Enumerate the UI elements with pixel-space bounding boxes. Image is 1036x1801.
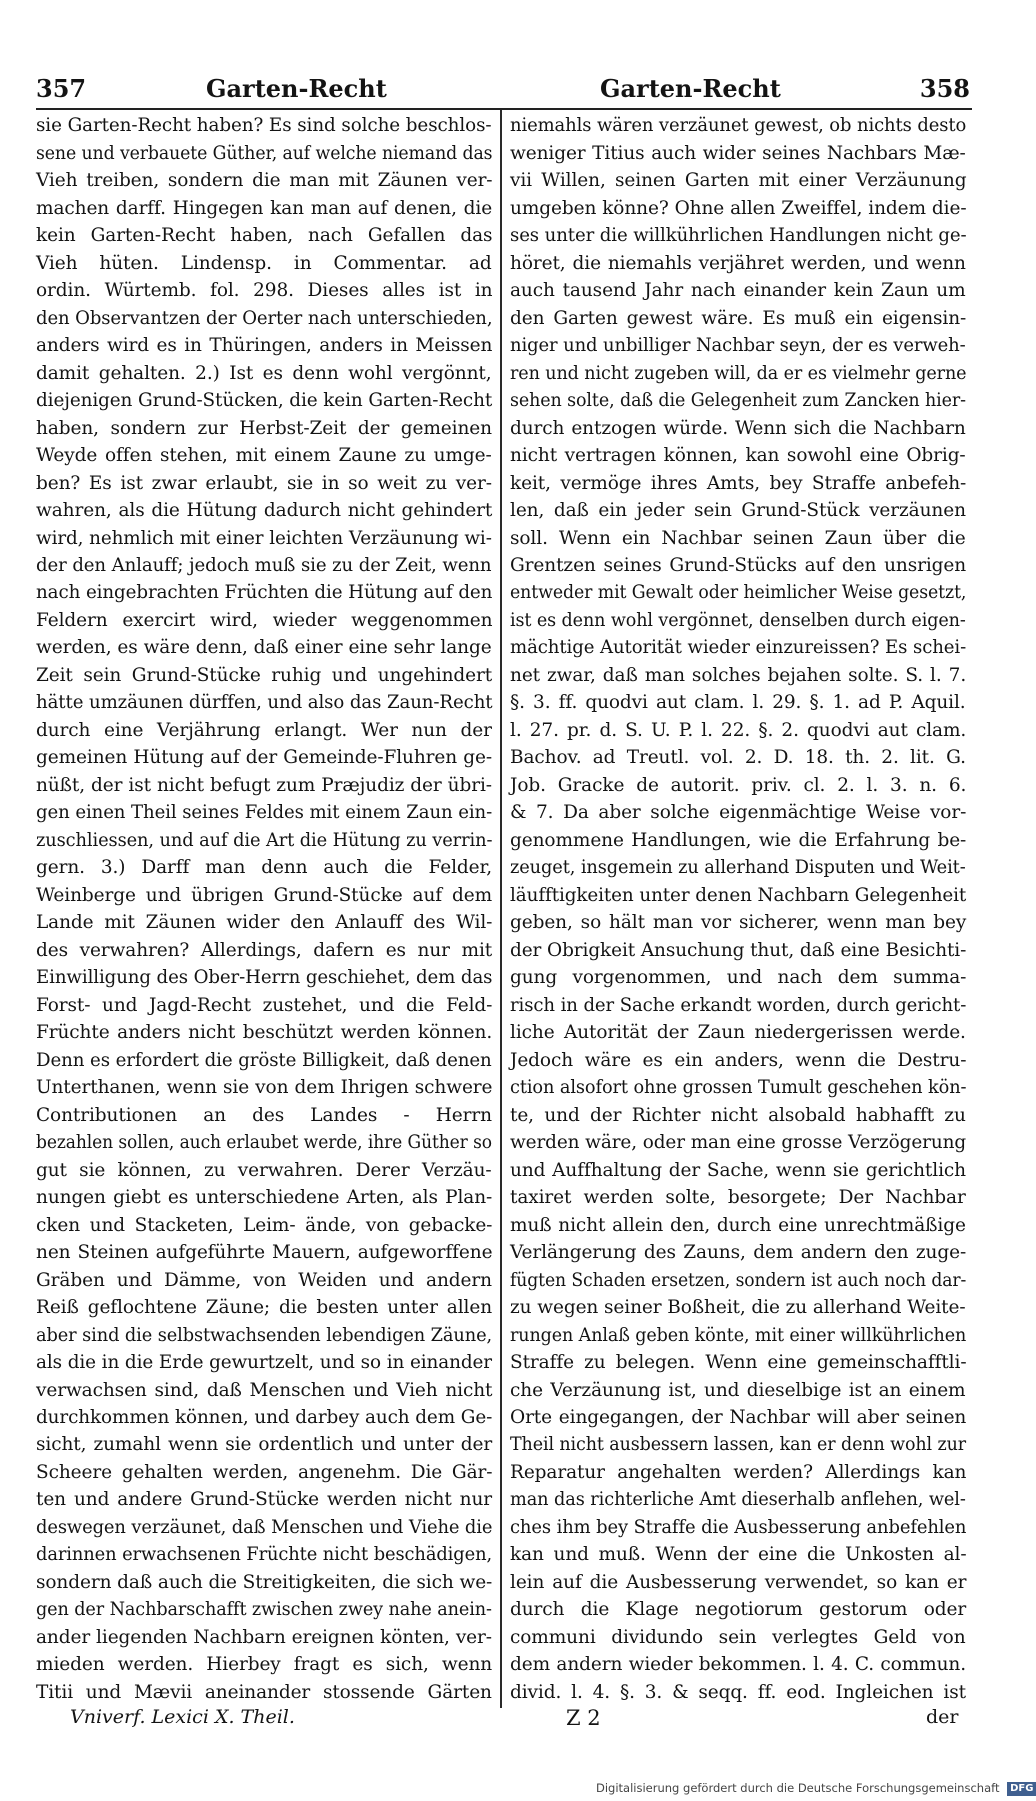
left-column-line: [36, 689, 492, 716]
text-line: Vieh hüten. Lindensp. in Commentar. ad: [36, 252, 492, 274]
volume-signature: Vniverf. Lexici X. Theil.: [70, 1706, 295, 1728]
right-column-line: [510, 1046, 966, 1073]
text-line: gern. 3.) Darff man denn auch die Felder,: [36, 857, 492, 879]
right-column-line: [510, 909, 966, 936]
left-column-line: [36, 1101, 492, 1128]
right-column-line: [510, 1074, 966, 1101]
text-line: Denn es erfordert die gröste Billigkeit, daß denen: [36, 1049, 492, 1071]
text-line: Vieh treiben, sondern die man mit Zäunen ver-: [36, 170, 493, 192]
left-column-line: [36, 772, 492, 799]
right-column-line: [510, 1349, 966, 1376]
text-line: ses unter die willkührlichen Handlungen nicht ge-: [510, 225, 967, 247]
text-line: ordin. Würtemb. fol. 298. Dieses alles ist in: [36, 280, 493, 302]
credit-text: Digitalisierung gefördert durch die Deutsche Forschungsgemeinschaft: [596, 1781, 1000, 1795]
right-column-line: [510, 1019, 966, 1046]
text-line: verwachsen sind, daß Menschen und Vieh nicht: [36, 1379, 493, 1401]
left-column-line: [36, 799, 492, 826]
right-column-line: [510, 1156, 966, 1183]
right-column-line: [510, 882, 966, 909]
left-column-line: [36, 1046, 492, 1073]
text-line: Weinberge und übrigen Grund-Stücke auf dem: [36, 884, 493, 906]
text-line: läufftigkeiten unter denen Nachbarn Gelegenheit: [510, 884, 967, 906]
left-column-line: [36, 524, 492, 551]
text-line: vii Willen, seinen Garten mit einer Verzäunung: [510, 170, 967, 192]
left-column-line: [36, 964, 492, 991]
text-line: sene und verbauete Güther, auf welche niemand das: [36, 142, 493, 164]
right-column-line: [510, 827, 966, 854]
left-column-line: [36, 1239, 492, 1266]
left-running-title: Garten-Recht: [206, 74, 387, 103]
left-column-line: [36, 937, 492, 964]
left-column-line: [36, 1156, 492, 1183]
right-column-line: [510, 1376, 966, 1403]
text-line: sehen solte, daß die Gelegenheit zum Zancken hier-: [510, 390, 966, 412]
text-line: Forst- und Jagd-Recht zustehet, und die Feld-: [36, 994, 493, 1016]
text-line: bezahlen sollen, auch erlaubet werde, ihre Güther so: [36, 1132, 492, 1154]
text-line: sondern daß auch die Streitigkeiten, die sich we-: [36, 1571, 493, 1593]
text-line: wahren, als die Hütung dadurch nicht gehindert: [36, 500, 493, 522]
catchword: der: [926, 1706, 959, 1728]
text-line: divid. l. 4. §. 3. & seqq. ff. eod. Ingleichen ist: [510, 1681, 966, 1703]
left-column-line: [36, 1074, 492, 1101]
right-column-line: [510, 552, 966, 579]
text-line: gen der Nachbarschafft zwischen zwey nahe anein-: [36, 1599, 492, 1621]
text-line: sie Garten-Recht haben? Es sind solche beschlos-: [36, 115, 492, 137]
left-column-line: [36, 717, 492, 744]
right-column-line: [510, 772, 966, 799]
text-line: Scheere gehalten werden, angenehm. Die Gär-: [36, 1461, 493, 1483]
text-line: Weyde offen stehen, mit einem Zaune zu umge-: [36, 445, 492, 467]
text-line: darinnen erwachsenen Früchte nicht beschädigen,: [36, 1544, 493, 1566]
text-line: werden, es wäre denn, daß einer eine sehr lange: [36, 637, 492, 659]
right-column-line: [510, 1541, 966, 1568]
right-column-line: [510, 1101, 966, 1128]
text-line: §. 3. ff. quodvi aut clam. l. 29. §. 1. ad P. Aquil.: [510, 692, 966, 714]
text-line: ren und nicht zugeben will, da er es vielmehr gerne: [510, 362, 967, 384]
right-page-number: 358: [919, 74, 970, 103]
text-line: che Verzäunung ist, und dieselbige ist an einem: [510, 1379, 966, 1401]
text-line: aber sind die selbstwachsenden lebendigen Zäune,: [36, 1324, 493, 1346]
right-running-title: Garten-Recht: [600, 74, 781, 103]
left-column-line: [36, 332, 492, 359]
left-column-line: [36, 222, 492, 249]
right-column-line: [510, 1266, 966, 1293]
left-column-line: [36, 1404, 492, 1431]
text-line: Reiß geflochtene Zäune; die besten unter allen: [36, 1297, 493, 1319]
left-column-line: [36, 1184, 492, 1211]
right-column-line: [510, 689, 966, 716]
text-line: Straffe zu belegen. Wenn eine gemeinschafftli-: [510, 1352, 967, 1374]
right-text-column: [510, 112, 966, 1706]
left-column-line: [36, 1321, 492, 1348]
left-column-line: [36, 579, 492, 606]
text-line: Jedoch wäre es ein anders, wenn die Destru-: [510, 1049, 967, 1071]
text-line: Einwilligung des Ober-Herrn geschiehet, dem das: [36, 967, 493, 989]
text-line: Job. Gracke de autorit. priv. cl. 2. l. 3. n. 6.: [510, 774, 967, 796]
text-line: Theil nicht ausbessern lassen, kan er denn wohl zur: [510, 1434, 967, 1456]
right-column-line: [510, 1239, 966, 1266]
right-column-line: [510, 277, 966, 304]
right-column-line: [510, 1211, 966, 1238]
text-line: communi dividundo sein verlegtes Geld von: [510, 1626, 966, 1648]
text-line: Früchte anders nicht beschützt werden können.: [36, 1022, 493, 1044]
text-line: cken und Stacketen, Leim- ände, von gebacke-: [36, 1214, 493, 1236]
text-line: soll. Wenn ein Nachbar seinen Zaun über die: [510, 527, 966, 549]
text-line: durch die Klage negotiorum gestorum oder: [510, 1599, 967, 1621]
left-column-line: [36, 1349, 492, 1376]
text-line: nicht vertragen können, kan sowohl eine Obrig-: [510, 445, 966, 467]
text-line: umgeben könne? Ohne allen Zweiffel, indem die-: [510, 197, 967, 219]
text-line: genommene Handlungen, wie die Erfahrung be-: [510, 829, 967, 851]
text-line: nach eingebrachten Früchten die Hütung auf den: [36, 582, 493, 604]
left-column-line: [36, 1486, 492, 1513]
text-line: diejenigen Grund-Stücken, die kein Garten-Recht: [36, 390, 493, 412]
text-line: Grentzen seines Grund-Stücks auf den unsrigen: [510, 554, 967, 576]
left-column-line: [36, 1019, 492, 1046]
left-column-line: [36, 662, 492, 689]
text-line: zu wegen seiner Boßheit, die zu allerhand Weite-: [510, 1297, 966, 1319]
left-column-line: [36, 1514, 492, 1541]
text-line: Reparatur angehalten werden? Allerdings kan: [510, 1461, 967, 1483]
text-line: nen Steinen aufgeführte Mauern, aufgeworffene: [36, 1242, 493, 1264]
left-text-column: [36, 112, 492, 1706]
right-column-line: [510, 1129, 966, 1156]
right-column-line: [510, 249, 966, 276]
left-column-line: [36, 854, 492, 881]
right-column-line: [510, 607, 966, 634]
text-line: Feldern exercirt wird, wieder weggenommen: [36, 609, 493, 631]
left-column-line: [36, 552, 492, 579]
text-line: dem andern wieder bekommen. l. 4. C. commun.: [510, 1654, 967, 1676]
right-column-line: [510, 662, 966, 689]
text-line: gung vorgenommen, und nach dem summa-: [510, 967, 967, 989]
text-line: zuschliessen, und auf die Art die Hütung zu verrin-: [36, 829, 493, 851]
right-column-line: [510, 1569, 966, 1596]
right-column-line: [510, 139, 966, 166]
left-column-line: [36, 167, 492, 194]
text-line: gut sie können, zu verwahren. Derer Verzäu-: [36, 1159, 492, 1181]
right-column-line: [510, 964, 966, 991]
text-line: ander liegenden Nachbarn ereignen könten, ver-: [36, 1626, 492, 1648]
left-column-line: [36, 1624, 492, 1651]
text-line: lein auf die Ausbesserung verwendet, so kan er: [510, 1571, 967, 1593]
left-column-line: [36, 112, 492, 139]
right-column-line: [510, 1651, 966, 1678]
right-column-line: [510, 1514, 966, 1541]
right-column-line: [510, 414, 966, 441]
right-column-line: [510, 1486, 966, 1513]
left-column-line: [36, 909, 492, 936]
left-column-line: [36, 387, 492, 414]
right-column-line: [510, 579, 966, 606]
column-divider: [500, 110, 502, 1708]
right-column-line: [510, 167, 966, 194]
text-line: man das richterliche Amt dieserhalb anflehen, wel-: [510, 1489, 966, 1511]
text-line: haben, sondern zur Herbst-Zeit der gemeinen: [36, 417, 492, 439]
text-line: machen darff. Hingegen kan man auf denen, die: [36, 197, 493, 219]
header-rule: [36, 108, 972, 110]
right-column-line: [510, 387, 966, 414]
text-line: des verwahren? Allerdings, dafern es nur mit: [36, 939, 493, 961]
left-column-line: [36, 1431, 492, 1458]
text-line: geben, so hält man vor sicherer, wenn man bey: [510, 912, 967, 934]
right-column-line: [510, 744, 966, 771]
left-column-line: [36, 139, 492, 166]
left-column-line: [36, 1541, 492, 1568]
text-line: mieden werden. Hierbey fragt es sich, wenn: [36, 1654, 493, 1676]
text-line: risch in der Sache erkandt worden, durch gericht-: [510, 994, 967, 1016]
left-column-line: [36, 1376, 492, 1403]
text-line: ist es denn wohl vergönnet, denselben durch eigen-: [510, 609, 966, 631]
left-column-line: [36, 1211, 492, 1238]
left-column-line: [36, 1679, 492, 1706]
signature-mark-left: [70, 1706, 295, 1728]
left-column-line: [36, 1129, 492, 1156]
left-column-line: [36, 1596, 492, 1623]
right-column-line: [510, 799, 966, 826]
right-column-line: [510, 854, 966, 881]
left-column-line: [36, 249, 492, 276]
text-line: Lande mit Zäunen wider den Anlauff des Wil-: [36, 912, 493, 934]
text-line: Verlängerung des Zauns, dem andern den zuge-: [510, 1242, 967, 1264]
text-line: muß nicht allein den, durch eine unrechtmäßige: [510, 1214, 966, 1236]
left-column-line: [36, 442, 492, 469]
right-column-line: [510, 992, 966, 1019]
text-line: zeuget, insgemein zu allerhand Disputen und Weit-: [510, 857, 966, 879]
text-line: auch tausend Jahr nach einander kein Zaun um: [510, 280, 966, 302]
left-column-line: [36, 469, 492, 496]
digitization-credit: [596, 1781, 1036, 1796]
text-line: Unterthanen, wenn sie von dem Ihrigen schwere: [36, 1077, 493, 1099]
text-line: und Auffhaltung der Sache, wenn sie gerichtlich: [510, 1159, 966, 1181]
right-page-header: [508, 72, 970, 106]
left-column-line: [36, 882, 492, 909]
right-column-line: [510, 1431, 966, 1458]
text-line: mächtige Autorität wieder einzureissen? Es schei-: [510, 637, 967, 659]
left-column-line: [36, 194, 492, 221]
text-line: der Obrigkeit Ansuchung thut, daß eine Besichti-: [510, 939, 967, 961]
left-column-line: [36, 1294, 492, 1321]
text-line: damit gehalten. 2.) Ist es denn wohl vergönnt,: [36, 362, 492, 384]
text-line: deswegen verzäunet, daß Menschen und Viehe die: [36, 1516, 493, 1538]
left-column-line: [36, 304, 492, 331]
right-column-line: [510, 1679, 966, 1706]
text-line: te, und der Richter nicht alsobald habhafft zu: [510, 1104, 966, 1126]
text-line: Zeit sein Grund-Stücke ruhig und ungehindert: [36, 664, 493, 686]
right-column-line: [510, 442, 966, 469]
text-line: durch eine Verjährung erlangt. Wer nun der: [36, 719, 492, 741]
text-line: rungen Anlaß geben könte, mit einer willkührlichen: [510, 1324, 967, 1346]
left-column-line: [36, 414, 492, 441]
text-line: nungen giebt es unterschiedene Arten, als Plan-: [36, 1187, 493, 1209]
text-line: ben? Es ist zwar erlaubt, sie in so weit zu ver-: [36, 472, 492, 494]
right-column-line: [510, 1404, 966, 1431]
left-column-line: [36, 497, 492, 524]
left-column-line: [36, 1266, 492, 1293]
right-column-line: [510, 1624, 966, 1651]
right-column-line: [510, 1459, 966, 1486]
left-column-line: [36, 607, 492, 634]
text-line: nüßt, der ist nicht befugt zum Præjudiz der übri-: [36, 774, 492, 796]
right-column-line: [510, 524, 966, 551]
text-line: Orte eingegangen, der Nachbar will aber seinen: [510, 1407, 967, 1428]
left-column-line: [36, 1651, 492, 1678]
text-line: wird, nehmlich mit einer leichten Verzäunung wi-: [36, 527, 492, 549]
text-line: fügten Schaden ersetzen, sondern ist auch noch dar-: [510, 1269, 967, 1291]
text-line: keit, vermöge ihres Amts, bey Straffe anbefeh-: [510, 472, 967, 494]
text-line: niemahls wären verzäunet gewest, ob nichts desto: [510, 115, 967, 137]
text-line: Gräben und Dämme, von Weiden und andern: [36, 1269, 492, 1291]
right-column-line: [510, 1596, 966, 1623]
text-line: Contributionen an des Landes - Herrn: [36, 1104, 492, 1126]
left-column-line: [36, 744, 492, 771]
text-line: entweder mit Gewalt oder heimlicher Weise gesetzt,: [510, 582, 967, 604]
left-column-line: [36, 992, 492, 1019]
right-column-line: [510, 469, 966, 496]
text-line: niger und unbilliger Nachbar seyn, der es verweh-: [510, 335, 966, 357]
text-line: Bachov. ad Treutl. vol. 2. D. 18. th. 2. lit. G.: [510, 747, 966, 769]
text-line: hätte umzäunen dürffen, und also das Zaun-Recht: [36, 692, 493, 714]
dfg-logo: DFG: [1007, 1782, 1036, 1796]
signature-mark-right: Z 2: [566, 1706, 601, 1730]
text-line: kan und muß. Wenn der eine die Unkosten al-: [510, 1544, 967, 1566]
text-line: liche Autorität der Zaun niedergerissen werde.: [510, 1022, 966, 1044]
text-line: höret, die niemahls verjähret werden, und wenn: [510, 252, 966, 274]
text-line: len, daß ein jeder sein Grund-Stück verzäunen: [510, 500, 966, 522]
text-line: ten und andere Grund-Stücke werden nicht nur: [36, 1489, 493, 1511]
right-column-line: [510, 222, 966, 249]
left-column-line: [36, 1569, 492, 1596]
text-line: anders wird es in Thüringen, anders in Meissen: [36, 335, 493, 357]
text-line: ction alsofort ohne grossen Tumult geschehen kön-: [510, 1077, 967, 1099]
text-line: gemeinen Hütung auf der Gemeinde-Fluhren ge-: [36, 747, 492, 769]
text-line: & 7. Da aber solche eigenmächtige Weise vor-: [510, 802, 967, 824]
text-line: sicht, zumahl wenn sie ordentlich und unter der: [36, 1434, 493, 1456]
right-column-line: [510, 1294, 966, 1321]
text-line: net zwar, daß man solches bejahen solte. S. l. 7.: [510, 664, 967, 686]
left-column-line: [36, 277, 492, 304]
text-line: weniger Titius auch wider seines Nachbars Mæ-: [510, 142, 966, 164]
text-line: ches ihm bey Straffe die Ausbesserung anbefehlen: [510, 1516, 967, 1538]
left-page-header: [36, 72, 496, 106]
left-page-number: 357: [36, 74, 87, 103]
text-line: kein Garten-Recht haben, nach Gefallen das: [36, 225, 493, 247]
text-line: gen einen Theil seines Feldes mit einem Zaun ein-: [36, 802, 493, 824]
text-line: durchkommen können, und darbey auch dem Ge-: [36, 1407, 493, 1428]
text-line: den Garten gewest wäre. Es muß ein eigensin-: [510, 307, 967, 329]
left-column-line: [36, 634, 492, 661]
right-column-line: [510, 332, 966, 359]
right-column-line: [510, 717, 966, 744]
text-line: als die in die Erde gewurtzelt, und so in einander: [36, 1352, 492, 1374]
right-column-line: [510, 359, 966, 386]
right-column-line: [510, 497, 966, 524]
left-column-line: [36, 827, 492, 854]
text-line: l. 27. pr. d. S. U. P. l. 22. §. 2. quodvi aut clam.: [510, 719, 967, 741]
text-line: durch entzogen würde. Wenn sich die Nachbarn: [510, 417, 966, 439]
right-column-line: [510, 634, 966, 661]
text-line: taxiret werden solte, besorgete; Der Nachbar: [510, 1187, 966, 1209]
right-column-line: [510, 1321, 966, 1348]
right-column-line: [510, 194, 966, 221]
text-line: Titii und Mævii aneinander stossende Gärten: [36, 1681, 492, 1703]
text-line: den Observantzen der Oerter nach unterschieden,: [36, 307, 493, 329]
right-column-line: [510, 112, 966, 139]
text-line: der den Anlauff; jedoch muß sie zu der Zeit, wenn: [36, 554, 492, 576]
right-column-line: [510, 304, 966, 331]
right-column-line: [510, 937, 966, 964]
text-line: werden wäre, oder man eine grosse Verzögerung: [510, 1132, 967, 1154]
left-column-line: [36, 1459, 492, 1486]
left-column-line: [36, 359, 492, 386]
right-column-line: [510, 1184, 966, 1211]
